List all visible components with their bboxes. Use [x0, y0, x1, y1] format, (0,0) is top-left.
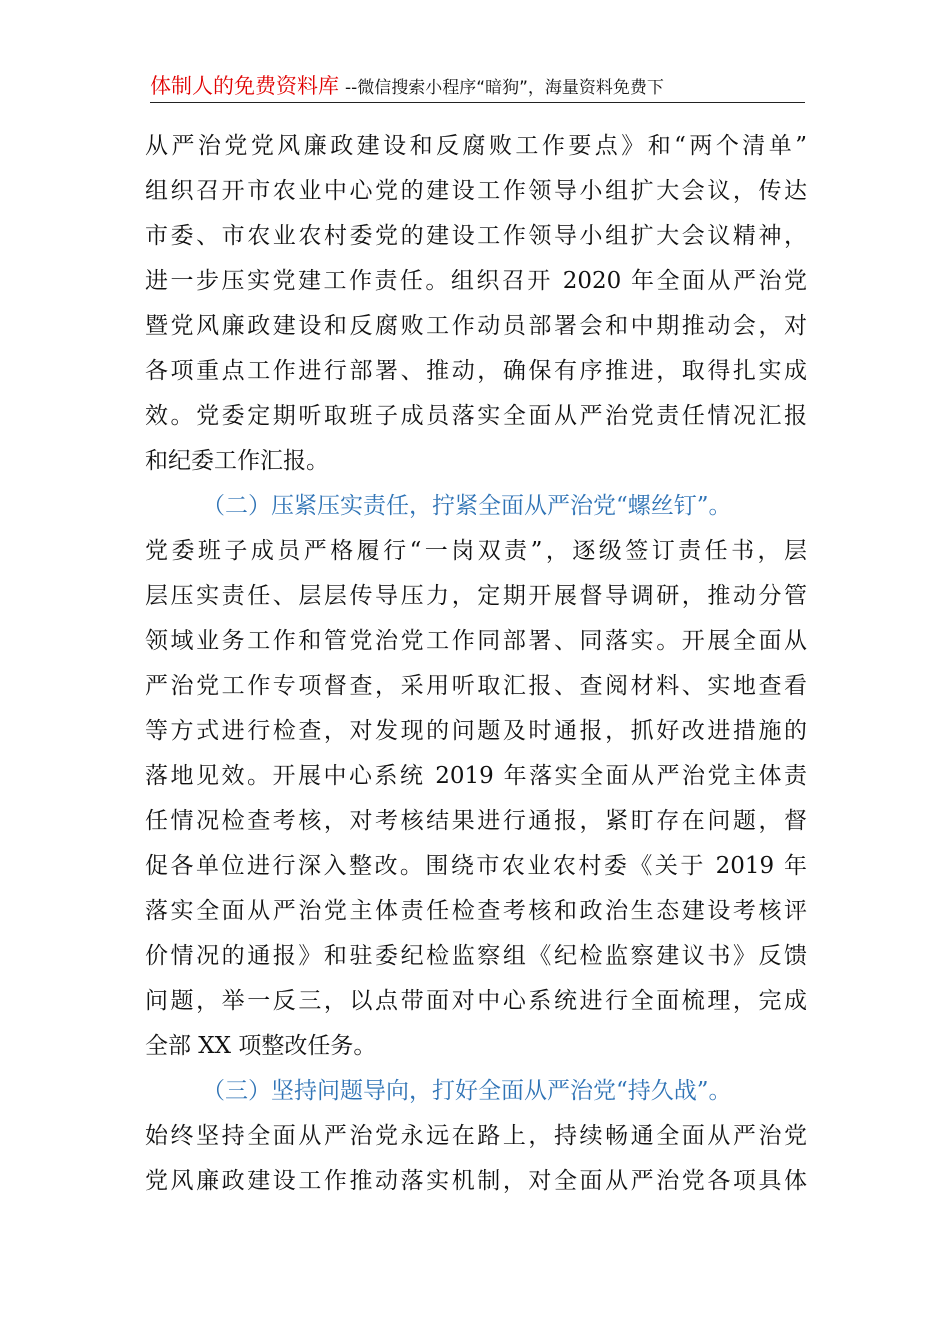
text-line: 效。党委定期听取班子成员落实全面从严治党责任情况汇报: [145, 403, 807, 429]
text-line: 领域业务工作和管党治党工作同部署、同落实。开展全面从: [145, 628, 807, 654]
text-line: 暨党风廉政建设和反腐败工作动员部署会和中期推动会，对: [145, 313, 807, 339]
text-line: 严治党工作专项督查，采用听取汇报、查阅材料、实地查看: [145, 673, 807, 699]
text-line: 始终坚持全面从严治党永远在路上，持续畅通全面从严治党: [145, 1123, 807, 1149]
text-line: 和纪委工作汇报。: [145, 448, 329, 474]
text-line: 价情况的通报》和驻委纪检监察组《纪检监察建议书》反馈: [145, 943, 807, 969]
text-line: 落地见效。开展中心系统 2019 年落实全面从严治党主体责: [145, 763, 807, 789]
text-line: 各项重点工作进行部署、推动，确保有序推进，取得扎实成: [145, 358, 807, 384]
text-line: 促各单位进行深入整改。围绕市农业农村委《关于 2019 年: [145, 853, 807, 879]
text-line: 组织召开市农业中心党的建设工作领导小组扩大会议，传达: [145, 178, 807, 204]
text-line: 党委班子成员严格履行“一岗双责”，逐级签订责任书，层: [145, 538, 807, 564]
paragraph-3: [145, 1069, 807, 1204]
text-line: 全部 XX 项整改任务。: [145, 1033, 377, 1059]
header-tagline: --微信搜索小程序“暗狗”，海量资料免费下: [345, 78, 664, 98]
text-line: 从严治党党风廉政建设和反腐败工作要点》和“两个清单”: [145, 133, 807, 159]
header-brand: 体制人的免费资料库: [150, 74, 339, 98]
text-line: 等方式进行检查，对发现的问题及时通报，抓好改进措施的: [145, 718, 807, 744]
text-line: 问题，举一反三，以点带面对中心系统进行全面梳理，完成: [145, 988, 807, 1014]
text-line: 市委、市农业农村委党的建设工作领导小组扩大会议精神，: [145, 223, 807, 249]
text-line: 进一步压实党建工作责任。组织召开 2020 年全面从严治党: [145, 268, 807, 294]
section-heading-3: （三）坚持问题导向，打好全面从严治党“持久战”。: [202, 1078, 732, 1104]
text-line: 任情况检查考核，对考核结果进行通报，紧盯存在问题，督: [145, 808, 807, 834]
text-line: 落实全面从严治党主体责任检查考核和政治生态建设考核评: [145, 898, 807, 924]
text-line: 党风廉政建设工作推动落实机制，对全面从严治党各项具体: [145, 1168, 807, 1194]
page-header: [150, 70, 805, 103]
section-heading-2: （二）压紧压实责任，拧紧全面从严治党“螺丝钉”。: [202, 493, 732, 519]
text-line: 层压实责任、层层传导压力，定期开展督导调研，推动分管: [145, 583, 807, 609]
document-body: [145, 124, 807, 1204]
paragraph-2: [145, 484, 807, 1069]
paragraph-1: [145, 124, 807, 484]
